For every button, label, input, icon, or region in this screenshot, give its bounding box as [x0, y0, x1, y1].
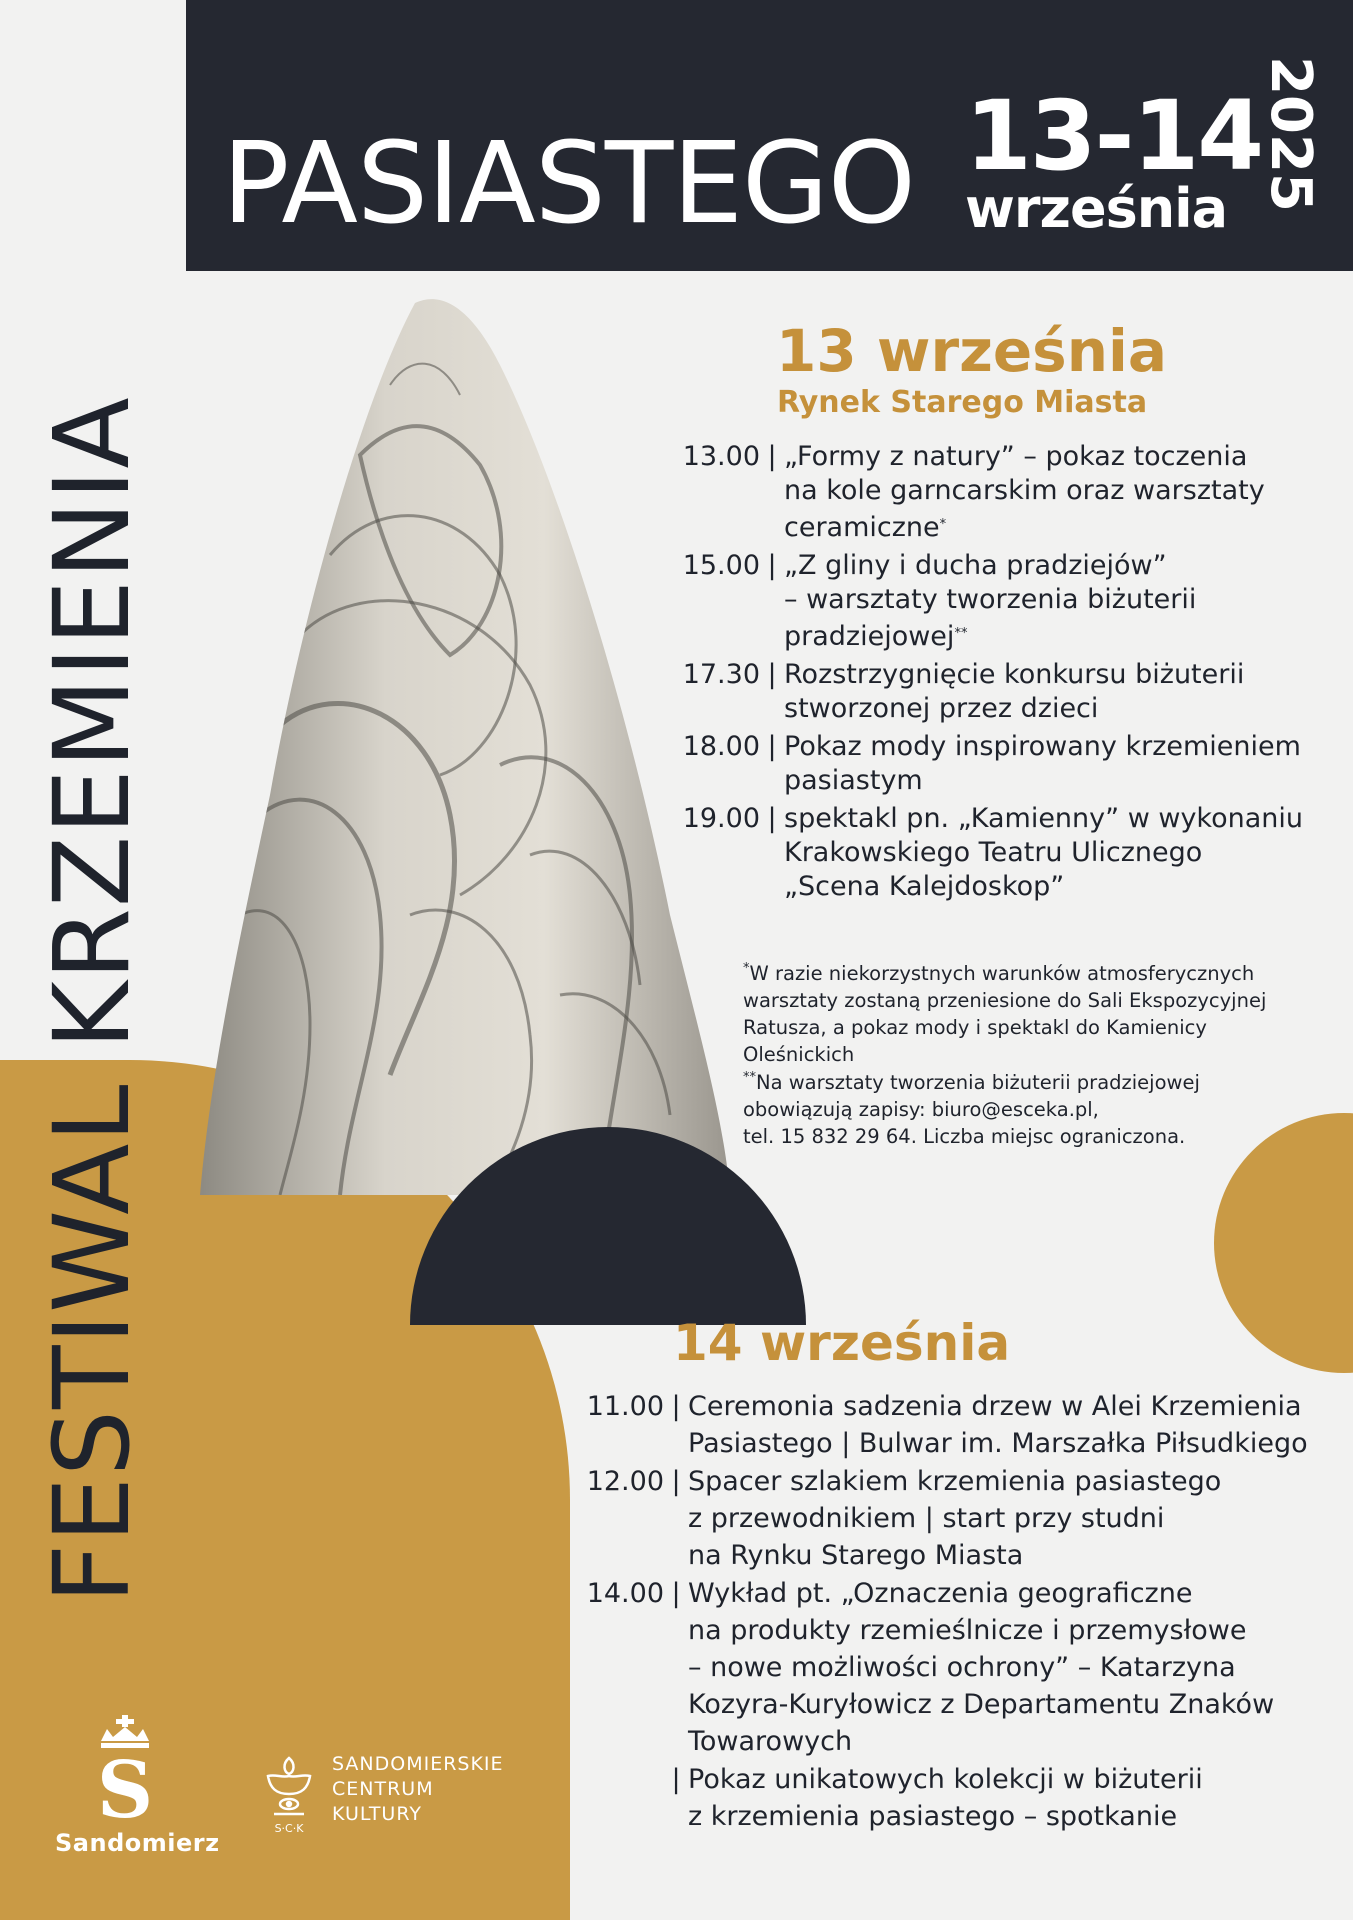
footnote-text: Na warsztaty tworzenia biżuterii pradziejowej obowiązują zapisy: biuro@esceka.pl, tel. 15 832 29 64. Liczba miejsc ograniczona.: [743, 1071, 1200, 1148]
footnote-text: W razie niekorzystnych warunków atmosferycznych warsztaty zostaną przeniesione do Sali Ekspozycyjnej Ratusza, a pokaz mody i spektakl do Kamienicy Oleśnickich: [743, 962, 1267, 1066]
sck-emblem-icon: [258, 1754, 320, 1836]
svg-text:S: S: [96, 1745, 154, 1825]
schedule-time: 15.00: [682, 550, 760, 581]
footnote-registration: [743, 1064, 1343, 1150]
schedule-time: 17.30: [682, 659, 760, 690]
festival-title: FESTIWAL KRZEMIENIA: [31, 396, 153, 1604]
separator: |: [671, 1391, 681, 1422]
schedule-item: [584, 1388, 1324, 1462]
schedule-time: 11.00: [586, 1391, 664, 1422]
schedule-desc: Rozstrzygnięcie konkursu biżuterii stworzonej przez dzieci: [784, 659, 1245, 724]
separator: |: [671, 1764, 681, 1795]
day1-heading: 13 września: [776, 317, 1168, 385]
footnote-mark: **: [954, 626, 968, 641]
flint-stone-image: [200, 295, 730, 1195]
sck-label: SANDOMIERSKIE CENTRUM KULTURY: [332, 1753, 504, 1825]
schedule-item: [680, 658, 1345, 726]
schedule-desc: [784, 440, 1345, 545]
festival-month: września: [965, 177, 1228, 240]
footnote-mark: *: [743, 961, 750, 976]
gold-circle-shape: [1214, 1113, 1353, 1373]
separator: |: [767, 441, 777, 472]
day1-location: Rynek Starego Miasta: [777, 385, 1148, 420]
separator: |: [767, 731, 777, 762]
schedule-desc: Spacer szlakiem krzemienia pasiastego z przewodnikiem | start przy studni na Rynku Starego Miasta: [688, 1466, 1222, 1571]
schedule-desc: Wykład pt. „Oznaczenia geograficzne na produkty rzemieślnicze i przemysłowe – nowe możliwości ochrony” – Katarzyna Kozyra-Kuryłowicz z Departamentu Znaków Towarowych: [688, 1578, 1275, 1757]
schedule-desc: Pokaz unikatowych kolekcji w biżuterii z krzemienia pasiastego – spotkanie: [688, 1764, 1203, 1832]
festival-subtitle: PASIASTEGO: [222, 119, 915, 249]
separator: |: [767, 550, 777, 581]
day1-schedule: [680, 440, 1345, 908]
festival-year: 2025: [1258, 56, 1323, 212]
sandomierz-label: Sandomierz: [55, 1829, 220, 1857]
schedule-time: 18.00: [682, 731, 760, 762]
schedule-item: [584, 1761, 1324, 1835]
sck-logo: [258, 1748, 538, 1838]
schedule-item: [584, 1575, 1324, 1760]
footnote-mark: *: [939, 517, 947, 532]
schedule-desc-text: „Z gliny i ducha pradziejów” – warsztaty tworzenia biżuterii pradziejowej: [784, 550, 1197, 652]
schedule-desc: spektakl pn. „Kamienny” w wykonaniu Krakowskiego Teatru Ulicznego „Scena Kalejdoskop”: [784, 803, 1304, 902]
schedule-time: 12.00: [586, 1466, 664, 1497]
svg-text:S·C·K: S·C·K: [274, 1822, 304, 1835]
separator: |: [671, 1578, 681, 1609]
day2-heading: 14 września: [673, 1314, 1011, 1372]
sandomierz-logo: [55, 1715, 220, 1857]
footnote-weather: [743, 955, 1343, 1068]
schedule-time: 19.00: [682, 803, 760, 834]
schedule-item: [680, 730, 1345, 798]
footnote-mark: **: [743, 1070, 756, 1085]
schedule-item: [680, 440, 1345, 545]
schedule-item: [680, 802, 1345, 904]
separator: |: [767, 659, 777, 690]
schedule-time: 13.00: [682, 441, 760, 472]
schedule-item: [584, 1463, 1324, 1574]
day2-schedule: [584, 1388, 1324, 1836]
schedule-time: [584, 1761, 664, 1835]
sandomierz-crest-icon: [55, 1715, 205, 1825]
separator: |: [767, 803, 777, 834]
separator: |: [671, 1466, 681, 1497]
schedule-time: 14.00: [586, 1578, 664, 1609]
festival-dates: 13-14: [965, 80, 1263, 192]
schedule-desc: Ceremonia sadzenia drzew w Alei Krzemienia Pasiastego | Bulwar im. Marszałka Piłsudkiego: [688, 1391, 1308, 1459]
schedule-item: [680, 549, 1345, 654]
schedule-desc-text: „Formy z natury” – pokaz toczenia na kole garncarskim oraz warsztaty ceramiczne: [784, 441, 1265, 543]
schedule-desc: Pokaz mody inspirowany krzemieniem pasiastym: [784, 731, 1301, 796]
schedule-desc: [784, 549, 1345, 654]
